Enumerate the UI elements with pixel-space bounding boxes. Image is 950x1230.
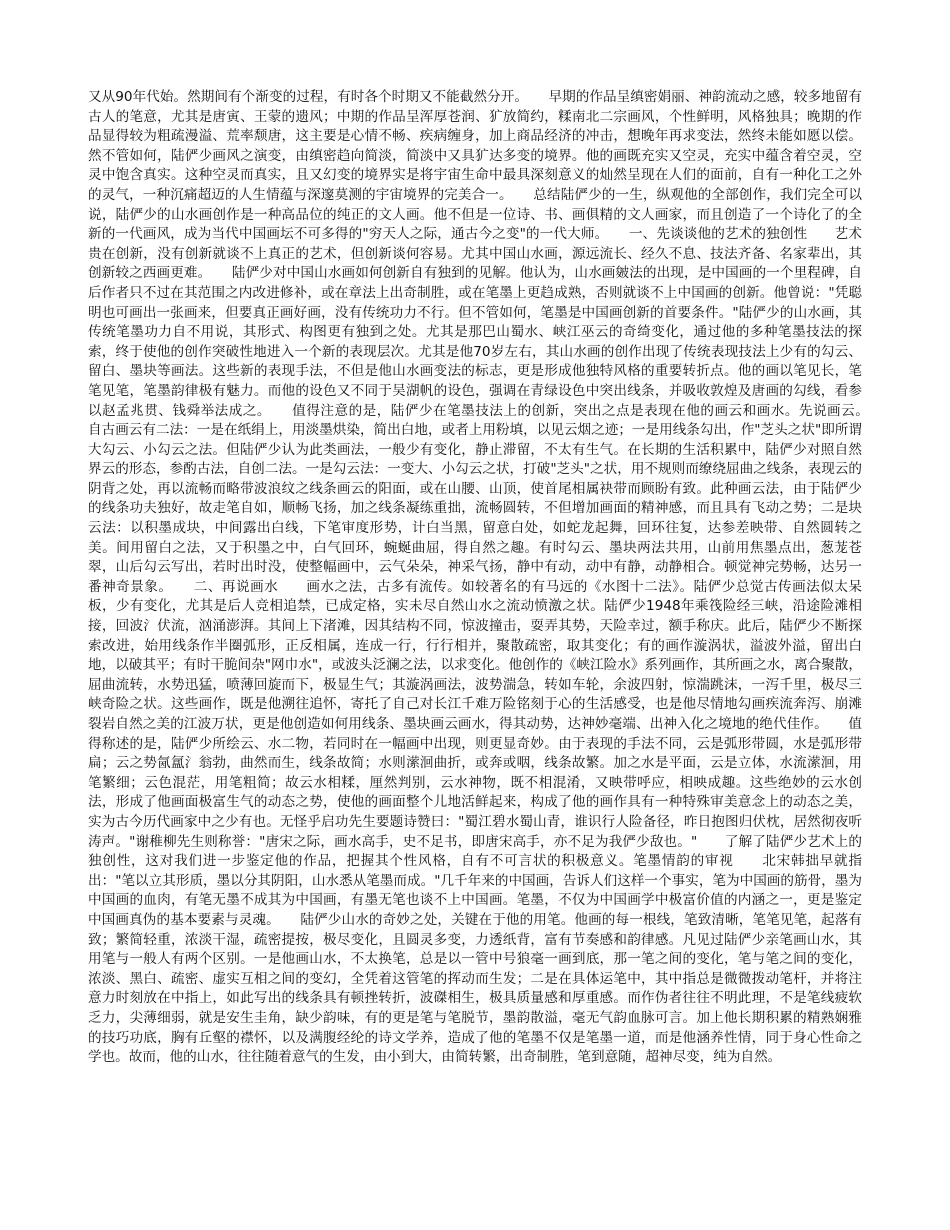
document-page <box>88 88 890 1148</box>
article-body-text: 又从90年代始。然期间有个渐变的过程，有时各个时期又不能截然分开。 早期的作品呈缜密娟丽、神韵流动之感，较多地留有古人的笔意，尤其是唐寅、王蒙的遗风；中期的作品呈浑厚苍润、犷放简约，糅南北二宗画风，个性鲜明，风格独具；晚期的作品显得较为粗疏漫溢、荒率颓唐，这主要是心情不畅、疾病缠身，加上商品经济的冲击，想晚年再求变法，然终未能如愿以偿。然不管如何，陆俨少画风之演变，由缜密趋向简淡，简淡中又具犷达多变的境界。他的画既充实又空灵，充实中蕴含着空灵，空灵中饱含真实。这种空灵而真实，且又幻变的境界实是将宇宙生命中最具深刻意义的灿然呈现在人们的面前，自有一种化工之外的灵气，一种沉痛超迈的人生情蕴与深邃莫测的宇宙境界的完美合一。 总结陆俨少的一生，纵观他的全部创作，我们完全可以说，陆俨少的山水画创作是一种高品位的纯正的文人画。他不但是一位诗、书、画俱精的文人画家，而且创造了一个诗化了的全新的一代画风，成为当代中国画坛不可多得的"穷天人之际，通古今之变"的一代大师。 一、先谈谈他的艺术的独创性 艺术贵在创新，没有创新就谈不上真正的艺术，但创新谈何容易。尤其中国山水画，源远流长、经久不息、技法齐备、名家辈出，其创新较之西画更难。 陆俨少对中国山水画如何创新自有独到的见解。他认为，山水画皴法的出现，是中国画的一个里程碑，自后作者只不过在其范围之内改进修补，或在章法上出奇制胜，或在笔墨上更趋成熟，否则就谈不上中国画的创新。他曾说："凭聪明也可画出一张画来，但要真正画好画，没有传统功力不行。但不管如何，笔墨是中国画创新的首要条件。"陆俨少的山水画，其传统笔墨功力自不用说，其形式、构图更有独到之处。尤其是那巴山蜀水、峡江巫云的奇绮变化，通过他的多种笔墨技法的探索，终于使他的创作突破性地进入一个新的表现层次。尤其是他70岁左右，其山水画的创作出现了传统表现技法上少有的勾云、留白、墨块等画法。这些新的表现手法，不但是他山水画变法的标志，更是形成他独特风格的重要转折点。他的画以笔见长，笔笔见笔，笔墨韵律极有魅力。而他的设色又不同于吴湖帆的设色，强调在青绿设色中突出线条，并吸收敦煌及唐画的勾线，看参以赵孟兆贯、钱舜举法成之。 值得注意的是，陆俨少在笔墨技法上的创新，突出之点是表现在他的画云和画水。先说画云。 自古画云有二法：一是在纸绢上，用淡墨烘染，简出白地，或者上用粉填，以见云烟之迹；一是用线条勾出，作"芝头之状"即所谓大勾云、小勾云之法。但陆俨少认为此类画法，一般少有变化，静止滞留，不太有生气。在长期的生活积累中，陆俨少对照自然界云的形态，参酌古法，自创二法。一是勾云法：一变大、小勾云之状，打破"芝头"之状，用不规则而缭绕屈曲之线条，表现云的阴背之处，再以流畅而略带波浪纹之线条画云的阳面，或在山腰、山顶，使首尾相属袂带而顾盼有致。此种画云法，由于陆俨少的线条功夫独好，故走笔自如，顺畅飞扬，加之线条凝练重拙，流畅圆转，不但增加画面的精神感，而且具有飞动之势；二是块云法：以积墨成块，中间露出白线，下笔审度形势，计白当黑，留意白处，如蛇龙起舞，回环往复，达参差映带、自然圆转之美。间用留白之法，又于积墨之中，白气回环，蜿蜒曲屈，得自然之趣。有时勾云、墨块两法共用，山前用焦墨点出，葱茏苍翠，山后勾云写出，若时出时没，使整幅画中，云气朵朵，神采气扬，静中有动，动中有静，动静相合。顿觉神完势畅，达另一番神奇景象。 二、再说画水 画水之法，古多有流传。如较著名的有马远的《水图十二法》。陆俨少总觉古传画法似太呆板，少有变化，尤其是后人竞相追禁，已成定格，实未尽自然山水之流动愤激之状。陆俨少1948年乘筏险经三峡，沿途险滩相接，回波氵伏流，汹涌澎湃。其间上下渚滩，因其结构不同，惊波撞击，耍弄其势，天险幸过，额手称庆。此后，陆俨少不断探索改进，始用线条作半圈弧形，正反相属，连成一行，行行相并，聚散疏密，取其变化；有的画作漩涡状，溢波外溢，留出白地，以破其平；有时干脆间杂"网巾水"，或波头泛澜之法，以求变化。他创作的《峡江险水》系列画作，其所画之水，离合聚散，屈曲流转，水势迅猛，喷薄回旋而下，极显生气；其漩涡画法，波势湍急，转如车轮，余波四射，惊湍跳沫，一泻千里，极尽三峡奇险之状。这些画作，既是他溯往追怀，寄托了自己对长江千难万险铭刻于心的生活感受，也是他尽情地勾画疾流奔泻、崩滩裂岩自然之美的江波万状，更是他创造如何用线条、墨块画云画水，得其动势，达神妙毫端、出神入化之境地的绝代佳作。 值得称述的是，陆俨少所绘云、水二物，若同时在一幅画中出现，则更显奇妙。由于表现的手法不同，云是弧形带圆，水是弧形带扁；云之势氤氲氵翁勃，曲然而生，线条故简；水则潆洄曲折，或奔或咽，线条故繁。加之水是平面，云是立体，水流潆洄，用笔繁细；云色混茫，用笔粗简；故云水相糅，厘然判别，云水神物，既不相混淆，又映带呼应，相映成趣。这些绝妙的云水创法，形成了他画面极富生气的动态之势，使他的画面整个儿地活鲜起来，构成了他的画作具有一种特殊审美意念上的动态之美，实为古今历代画家中之少有也。无怪乎启功先生要题诗赞曰："蜀江碧水蜀山青，谁识行人险备径，昨日抱图归伏枕，居然彻夜听涛声。"谢稚柳先生则称誉："唐宋之际，画水高手，史不足书，即唐宋高手，亦不足为我俨少敌也。" 了解了陆俨少艺术上的独创性，这对我们进一步鉴定他的作品，把握其个性风格，自有不可言状的积极意义。笔墨情韵的审视 北宋韩拙早就指出："笔以立其形质，墨以分其阴阳，山水悉从笔墨而成。"几千年来的中国画，告诉人们这样一个事实，笔为中国画的筋骨，墨为中国画的血肉，有笔无墨不成其为中国画，有墨无笔也谈不上中国画。笔墨，不仅为中国画学中极富价值的内涵之一，更是鉴定中国画真伪的基本要素与灵魂。 陆俨少山水的奇妙之处，关键在于他的用笔。他画的每一根线，笔致清晰，笔笔见笔，起落有致；繁简轻重，浓淡干湿，疏密提按，极尽变化，且圆灵多变，力透纸背，富有节奏感和韵律感。凡见过陆俨少亲笔画山水，其用笔与一般人有两个区别。一是他画山水，不太换笔，总是以一管中号狼毫一画到底，那一笔之间的变化，笔与笔之间的变化，浓淡、黑白、疏密、虚实互相之间的变幻，全凭着这管笔的挥动而生发；二是在具体运笔中，其中指总是微微拨动笔杆，并将注意力时刻放在中指上，如此写出的线条具有顿挫转折，波磔相生，极具质量感和厚重感。而作伪者往往不明此理，不是笔线疲软乏力，尖薄细弱，就是安生圭角，缺少韵味，有的更是笔与笔脱节，墨韵散溢，毫无气韵血脉可言。加上他长期积累的精熟娴雅的技巧功底，胸有丘壑的襟怀，以及满腹经纶的诗文学养，造成了他的笔墨不仅是笔墨一道，而是他涵养性情，同于身心性命之学也。故而，他的山水，往往随着意气的生发，由小到大，由简转繁，出奇制胜，笔到意随，超神尽变，纯为自然。 <box>88 89 890 1066</box>
